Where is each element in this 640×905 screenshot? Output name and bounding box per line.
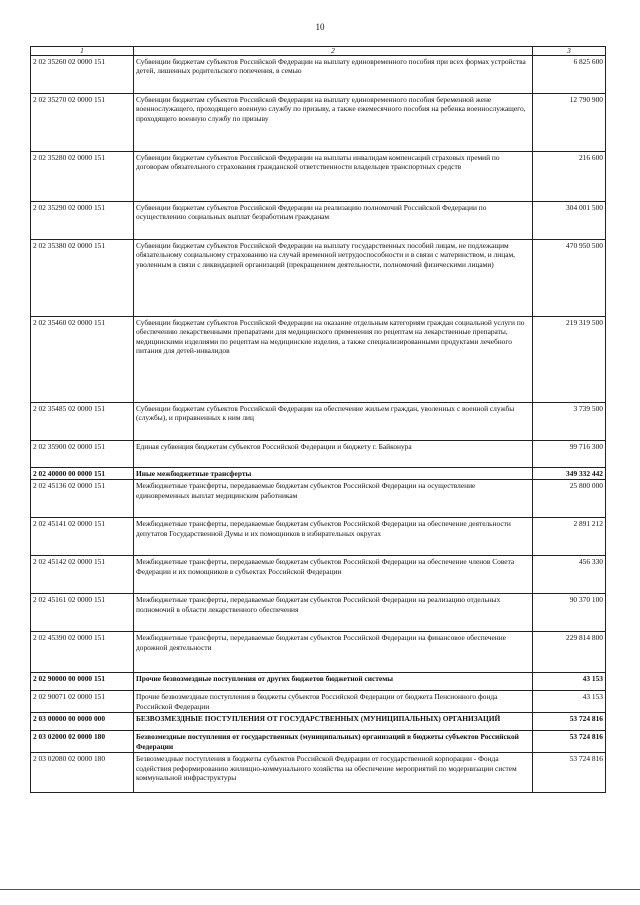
amount-cell: 53 724 816: [533, 753, 606, 793]
description-cell: Субвенции бюджетам субъектов Российской Федерации на реализацию полномочий Российской Федерации по осуществлению социальных выплат безработным гражданам: [134, 202, 533, 240]
description-cell: Иные межбюджетные трансферты: [134, 468, 533, 480]
amount-cell: 470 950 500: [533, 240, 606, 317]
amount-cell: 229 814 800: [533, 632, 606, 673]
page-bottom-rule: [0, 889, 640, 890]
budget-code-cell: 2 02 35270 02 0000 151: [31, 94, 134, 152]
table-row: [31, 518, 606, 556]
budget-code-cell: 2 03 02080 02 0000 180: [31, 753, 134, 793]
budget-code-cell: 2 02 35280 02 0000 151: [31, 152, 134, 202]
budget-code-cell: 2 02 90000 00 0000 151: [31, 673, 134, 691]
budget-code-cell: 2 02 45390 02 0000 151: [31, 632, 134, 673]
budget-code-cell: 2 02 40000 00 0000 151: [31, 468, 134, 480]
table-row: [31, 713, 606, 731]
table-row: [31, 691, 606, 713]
budget-code-cell: 2 02 35460 02 0000 151: [31, 317, 134, 403]
column-header-amount: 3: [533, 47, 606, 56]
budget-revenue-table: [30, 46, 606, 793]
budget-code-cell: 2 02 45141 02 0000 151: [31, 518, 134, 556]
description-cell: БЕЗВОЗМЕЗДНЫЕ ПОСТУПЛЕНИЯ ОТ ГОСУДАРСТВЕННЫХ (МУНИЦИПАЛЬНЫХ) ОРГАНИЗАЦИЙ: [134, 713, 533, 731]
budget-code-cell: 2 02 45161 02 0000 151: [31, 594, 134, 632]
amount-cell: 2 891 212: [533, 518, 606, 556]
table-row: [31, 673, 606, 691]
table-row: [31, 556, 606, 594]
amount-cell: 25 800 000: [533, 480, 606, 518]
table-row: [31, 240, 606, 317]
amount-cell: 349 332 442: [533, 468, 606, 480]
table-row: [31, 753, 606, 793]
amount-cell: 90 370 100: [533, 594, 606, 632]
amount-cell: 216 600: [533, 152, 606, 202]
description-cell: Безвозмездные поступления от государственных (муниципальных) организаций в бюджеты субъектов Российской Федерации: [134, 731, 533, 753]
budget-code-cell: 2 02 35260 02 0000 151: [31, 56, 134, 94]
budget-code-cell: 2 02 45142 02 0000 151: [31, 556, 134, 594]
column-header-description: 2: [134, 47, 533, 56]
budget-code-cell: 2 03 02000 02 0000 180: [31, 731, 134, 753]
amount-cell: 43 153: [533, 691, 606, 713]
table-row: [31, 202, 606, 240]
table-row: [31, 441, 606, 468]
amount-cell: 304 001 500: [533, 202, 606, 240]
table-row: [31, 594, 606, 632]
budget-code-cell: 2 02 90071 02 0000 151: [31, 691, 134, 713]
amount-cell: 43 153: [533, 673, 606, 691]
description-cell: Субвенции бюджетам субъектов Российской Федерации на обеспечение жильем граждан, уволенных с военной службы (службы), и приравненных к ним лиц: [134, 403, 533, 441]
table-row: [31, 317, 606, 403]
budget-code-cell: 2 02 45136 02 0000 151: [31, 480, 134, 518]
table-row: [31, 94, 606, 152]
description-cell: Безвозмездные поступления в бюджеты субъектов Российской Федерации от государственной корпорации - Фонда содействия реформированию жилищно-коммунального хозяйства на обеспечение мероприятий по модернизации систем коммунальной инфраструктуры: [134, 753, 533, 793]
description-cell: Субвенции бюджетам субъектов Российской Федерации на выплату единовременного пособия беременной жене военнослужащего, проходящего военную службу по призыву, а также ежемесячного пособия на ребенка военнослужащего, проходящего военную службу по призыву: [134, 94, 533, 152]
table-row: [31, 480, 606, 518]
table-row: [31, 403, 606, 441]
table-row: [31, 152, 606, 202]
description-cell: Межбюджетные трансферты, передаваемые бюджетам субъектов Российской Федерации на обеспечение членов Совета Федерации и их помощников в субъектах Российской Федерации: [134, 556, 533, 594]
table-row: [31, 468, 606, 480]
description-cell: Субвенции бюджетам субъектов Российской Федерации на выплаты инвалидам компенсаций страховых премий по договорам обязательного страхования гражданской ответственности владельцев транспортных средств: [134, 152, 533, 202]
description-cell: Единая субвенция бюджетам субъектов Российской Федерации и бюджету г. Байконура: [134, 441, 533, 468]
amount-cell: 3 739 500: [533, 403, 606, 441]
budget-code-cell: 2 02 35380 02 0000 151: [31, 240, 134, 317]
table-row: [31, 56, 606, 94]
description-cell: Субвенции бюджетам субъектов Российской Федерации на оказание отдельным категориям граждан социальной услуги по обеспечению лекарственными препаратами для медицинского применения по рецептам на лекарственные препараты, медицинскими изделиями по рецептам на медицинские изделия, а также специализированными продуктами лечебного питания для детей-инвалидов: [134, 317, 533, 403]
description-cell: Межбюджетные трансферты, передаваемые бюджетам субъектов Российской Федерации на реализацию отдельных полномочий в области лекарственного обеспечения: [134, 594, 533, 632]
amount-cell: 99 716 300: [533, 441, 606, 468]
page-number: 10: [315, 22, 325, 32]
budget-code-cell: 2 02 35290 02 0000 151: [31, 202, 134, 240]
amount-cell: 219 319 500: [533, 317, 606, 403]
description-cell: Межбюджетные трансферты, передаваемые бюджетам субъектов Российской Федерации на финансовое обеспечение дорожной деятельности: [134, 632, 533, 673]
amount-cell: 6 825 600: [533, 56, 606, 94]
description-cell: Прочие безвозмездные поступления от других бюджетов бюджетной системы: [134, 673, 533, 691]
description-cell: Межбюджетные трансферты, передаваемые бюджетам субъектов Российской Федерации на обеспечение деятельности депутатов Государственной Думы и их помощников в избирательных округах: [134, 518, 533, 556]
column-header-code: 1: [31, 47, 134, 56]
table-header-row: [31, 47, 606, 56]
budget-code-cell: 2 02 35485 02 0000 151: [31, 403, 134, 441]
table-row: [31, 632, 606, 673]
budget-code-cell: 2 03 00000 00 0000 000: [31, 713, 134, 731]
budget-code-cell: 2 02 35900 02 0000 151: [31, 441, 134, 468]
description-cell: Субвенции бюджетам субъектов Российской Федерации на выплату единовременного пособия при всех формах устройства детей, лишенных родительского попечения, в семью: [134, 56, 533, 94]
table-row: [31, 731, 606, 753]
amount-cell: 53 724 816: [533, 731, 606, 753]
table-body: [31, 56, 606, 793]
amount-cell: 53 724 816: [533, 713, 606, 731]
amount-cell: 456 330: [533, 556, 606, 594]
description-cell: Межбюджетные трансферты, передаваемые бюджетам субъектов Российской Федерации на осуществление единовременных выплат медицинским работникам: [134, 480, 533, 518]
amount-cell: 12 790 900: [533, 94, 606, 152]
description-cell: Субвенции бюджетам субъектов Российской Федерации на выплату государственных пособий лицам, не подлежащим обязательному социальному страхованию на случай временной нетрудоспособности и в связи с материнством, и лицам, уволенным в связи с ликвидацией организаций (прекращением деятельности, полномочий физическими лицами): [134, 240, 533, 317]
description-cell: Прочие безвозмездные поступления в бюджеты субъектов Российской Федерации от бюджета Пенсионного фонда Российской Федерации: [134, 691, 533, 713]
